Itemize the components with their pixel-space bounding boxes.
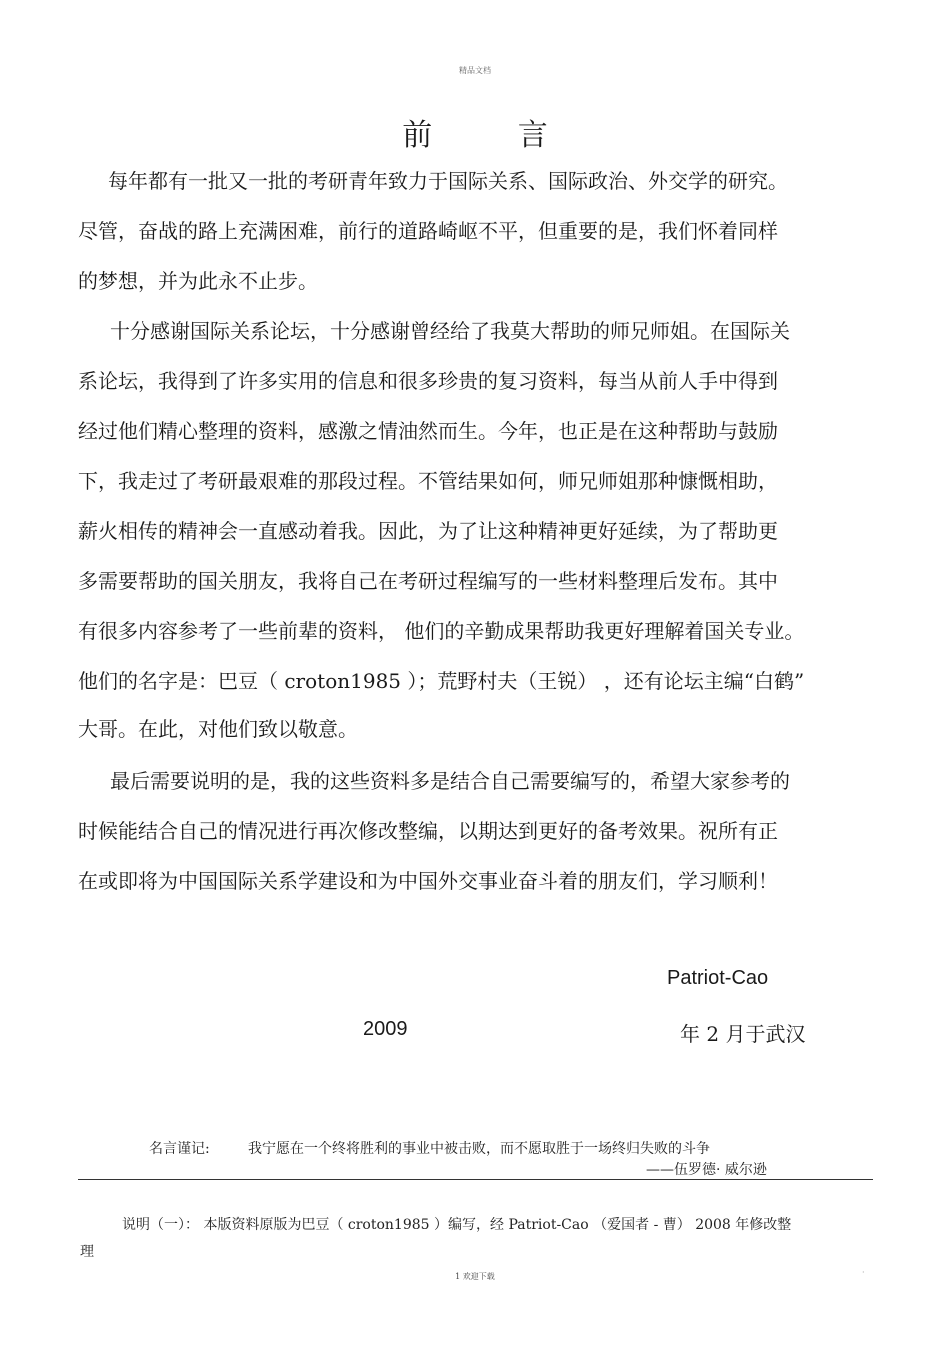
signature-name: Patriot-Cao	[667, 967, 769, 989]
body-line: 系论坛，我得到了许多实用的信息和很多珍贵的复习资料，每当从前人手中得到	[78, 369, 778, 393]
body-line: 每年都有一批又一批的考研青年致力于国际关系、国际政治、外交学的研究。	[108, 169, 788, 193]
note-line: 说明（一）： 本版资料原版为巴豆（ croton1985 ）编写，经 Patriot-Cao （爱国者 - 曹） 2008 年修改整	[122, 1217, 792, 1233]
body-line: 大哥。在此，对他们致以敬意。	[78, 717, 358, 741]
divider	[78, 1179, 873, 1180]
body-line: 最后需要说明的是，我的这些资料多是结合自己需要编写的，希望大家参考的	[110, 769, 790, 793]
page-footer: 1 欢迎下载	[455, 1272, 495, 1281]
motto-label: 名言谨记:	[149, 1141, 210, 1157]
body-line: 他们的名字是：巴豆（ croton1985 ）；荒野村夫（王锐） ，还有论坛主编“白鹤”	[78, 669, 805, 693]
body-line: 十分感谢国际关系论坛，十分感谢曾经给了我莫大帮助的师兄师姐。在国际关	[110, 319, 790, 343]
body-line: 的梦想，并为此永不止步。	[78, 269, 318, 293]
signature-date-place: 年 2 月于武汉	[680, 1022, 806, 1046]
body-line: 薪火相传的精神会一直感动着我。因此，为了让这种精神更好延续，为了帮助更	[78, 519, 778, 543]
signature-year: 2009	[363, 1018, 408, 1040]
body-line: 在或即将为中国国际关系学建设和为中国外交事业奋斗着的朋友们，学习顺利！	[78, 869, 778, 893]
body-line: 有很多内容参考了一些前辈的资料， 他们的辛勤成果帮助我更好理解着国关专业。	[78, 619, 805, 643]
motto-quote: 我宁愿在一个终将胜利的事业中被击败，而不愿取胜于一场终归失败的斗争	[248, 1141, 710, 1157]
corner-mark: ·	[862, 1268, 865, 1277]
body-line: 下，我走过了考研最艰难的那段过程。不管结果如何，师兄师姐那种慷慨相助，	[78, 469, 778, 493]
page-title: 前 言	[402, 118, 586, 153]
body-line: 多需要帮助的国关朋友，我将自己在考研过程编写的一些材料整理后发布。其中	[78, 569, 778, 593]
body-line: 尽管，奋战的路上充满困难，前行的道路崎岖不平，但重要的是，我们怀着同样	[78, 219, 778, 243]
page-header: 精品文档	[459, 66, 491, 75]
body-line: 时候能结合自己的情况进行再次修改整编，以期达到更好的备考效果。祝所有正	[78, 819, 778, 843]
motto-author: ——伍罗德· 威尔逊	[646, 1162, 767, 1178]
body-line: 经过他们精心整理的资料，感激之情油然而生。今年，也正是在这种帮助与鼓励	[78, 419, 778, 443]
note-line: 理	[80, 1244, 94, 1260]
